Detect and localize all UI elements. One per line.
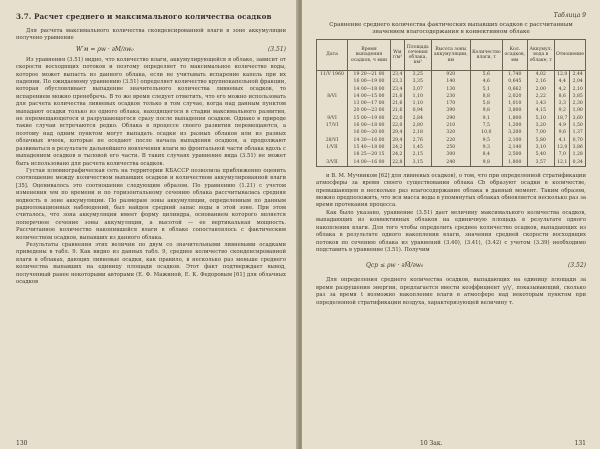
- table-cell: 1,28: [570, 151, 586, 158]
- table-cell: 220: [431, 137, 470, 144]
- page-number: 130: [16, 440, 28, 447]
- table-cell: 2,100: [503, 137, 528, 144]
- paragraph: Из уравнения (3.51) видно, что количество влаги, аккумулирующейся в облаке, зависит от скорости восходящих потоков и поэтому определяет то максимальное количество воды, которое может выпасть из данного облака, если не учитывать испарение капель при их падении. По ожидаемому уравнению (3.51) определяет количество крупнокапельной фракции, которая обусловливает выпадение значительного количества ливневых осадков, то испарением можно пренебречь. В то же время следует отметить, что его можно использовать для расчета количества ливневых осадков только в том случае, когда над данным пунктом выпадают осадки только из одного облака, находящегося в стадии максимального развития, не перемещающегося и разрушающегося сразу после выпадения осадков. Однако в природе такие случаи встречаются редко. Облака в процессе своего развития перемещаются, а поэтому над одним пунктом могут выпадать осадки из разных облаков или из разных облачных ячеек, которые не оседают после начала выпадения осадков, а продолжают развиваться в результате дальнейшего вовлечения влаги во фронтальной части облака вдоль с выпадением осадков в тыловой его части. В таких случаях уравнение вида (3.51) не может быть использовано для расчета количества осадков.: [16, 56, 286, 167]
- table-cell: 22,0: [392, 123, 403, 129]
- table-cell: 15 40—18 00: [348, 144, 391, 151]
- table-cell: 2,020: [503, 93, 528, 100]
- table-cell: 14 00—15 00: [348, 93, 391, 100]
- header-cell: Площадь сечения облака, км²: [404, 40, 431, 71]
- table-cell: 12,1: [554, 159, 569, 167]
- table-cell: [317, 129, 348, 136]
- table-cell: 2,76: [404, 137, 431, 144]
- table-row: [317, 144, 586, 151]
- table-cell: 210: [431, 122, 470, 129]
- table-cell: 3,35: [404, 78, 431, 85]
- table-cell: 1,45: [404, 144, 431, 151]
- header-cell: Wм г/м³: [391, 40, 405, 71]
- table-cell: 3,86: [570, 144, 586, 151]
- table-cell: 3,10: [527, 144, 554, 151]
- table-cell: 230: [431, 93, 470, 100]
- table-cell: 1,90: [570, 107, 586, 114]
- paragraph: Для определения среднего количества осадков, выпадающих на единицу площади за время разрушения энергии, предлагается ввести коэффициент γ/γ′, показывающий, сколько раз за время t возможно накопление влаги в атмосфере над некоторым пунктом при определенной стратификации воздуха, характеризующей величину т.: [316, 277, 586, 306]
- table-cell: 3,3: [554, 100, 569, 107]
- table-row: [317, 107, 586, 114]
- table-cell: 14 30—16 00: [348, 137, 391, 144]
- table-row: [317, 78, 586, 85]
- table-cell: 11/V 1960: [317, 71, 348, 79]
- table-cell: 2,84: [404, 115, 431, 122]
- table-cell: 9,1: [470, 115, 502, 122]
- table-cell: 24,2: [392, 144, 403, 150]
- table-cell: 18 25—20 15: [348, 151, 391, 158]
- table-cell: 16 00—19 00: [348, 78, 391, 85]
- table-cell: 1,50: [570, 122, 586, 129]
- table-cell: 3,25: [404, 71, 431, 79]
- table-cell: 22,8: [392, 159, 403, 165]
- table-cell: 3,07: [404, 86, 431, 93]
- table-cell: [317, 100, 348, 107]
- data-table: [316, 39, 586, 167]
- table-cell: 5,40: [527, 151, 554, 158]
- table-cell: 3,57: [527, 159, 554, 167]
- table-cell: 21,6: [392, 101, 403, 107]
- table-cell: 9,8: [470, 107, 502, 114]
- table-cell: 0,94: [404, 107, 431, 114]
- table-cell: 3,85: [570, 93, 586, 100]
- table-cell: 4,15: [527, 107, 554, 114]
- table-cell: 5,1: [470, 86, 502, 93]
- paragraph: и В. М. Мучником [62] для ливневых осадков), о том, что при определенной стратификации атмосферы за время своего существования облака Cb образуют осадки в количестве, превышающем в несколько раз влагосодержание облака в данный момент. Таким образом, можно предположить, что вся масса воды в упомянутых облаках обновляется несколько раз за время протекания процесса.: [316, 172, 586, 209]
- table-cell: 8,6: [554, 93, 569, 100]
- section-heading: 3.7. Расчет среднего и максимального количества осадков: [16, 12, 272, 21]
- table-cell: 390: [431, 107, 470, 114]
- table-cell: 2,10: [570, 86, 586, 93]
- table-cell: [317, 107, 348, 114]
- table-cell: 5,10: [527, 115, 554, 122]
- table-cell: 19 20—21 00: [348, 71, 391, 79]
- table-cell: 140: [431, 78, 470, 85]
- table-cell: 4,9: [554, 122, 569, 129]
- table-cell: 10,0: [470, 129, 502, 136]
- table-cell: 1,10: [404, 93, 431, 100]
- table-cell: 9,3: [470, 144, 502, 151]
- table-cell: 12,0: [554, 144, 569, 151]
- table-caption: Таблица 9: [553, 12, 586, 19]
- table-cell: 2,80: [404, 122, 431, 129]
- header-cell: Дата: [317, 40, 348, 71]
- left-page: [0, 0, 298, 449]
- table-cell: 1,200: [503, 122, 528, 129]
- table-cell: 320: [431, 129, 470, 136]
- table-cell: 9,2: [554, 107, 569, 114]
- header-cell: Аккумул. вода в облаке, т: [527, 40, 554, 71]
- table-cell: 3/VII: [317, 159, 348, 167]
- table-cell: 3,15: [404, 159, 431, 167]
- table-cell: 2,140: [503, 144, 528, 151]
- table-cell: 21,6: [392, 108, 403, 114]
- table-cell: 21,6: [392, 93, 403, 99]
- formula-3-52: [366, 262, 586, 269]
- table-cell: 5,80: [527, 137, 554, 144]
- table-cell: 290: [431, 115, 470, 122]
- table-cell: 4,1: [554, 137, 569, 144]
- table-cell: 16 00—20 00: [348, 129, 391, 136]
- paragraph: Для расчета максимального количества сконденсированной влаги в зоне аккумуляции получено уравнение: [16, 28, 286, 42]
- table-cell: 23,4: [392, 86, 403, 92]
- header-cell: Высота зоны аккумуляции, км: [431, 40, 470, 71]
- table-cell: 9/VI: [317, 115, 348, 122]
- table-cell: 1,800: [503, 159, 528, 167]
- header-cell: Кол. осадков, мм: [503, 40, 528, 71]
- table-cell: 170: [431, 100, 470, 107]
- table-cell: 22,0: [392, 115, 403, 121]
- table-body: [317, 71, 586, 167]
- table-cell: 4,4: [554, 78, 569, 85]
- table-cell: 1,800: [503, 115, 528, 122]
- table-row: [317, 137, 586, 144]
- table-cell: 1,10: [404, 100, 431, 107]
- table-row: [317, 86, 586, 93]
- table-row: [317, 122, 586, 129]
- table-cell: 20 00—23 00: [348, 107, 391, 114]
- table-cell: 29,4: [392, 137, 403, 143]
- header-cell: Время выпадения осадков, ч мин: [348, 40, 391, 71]
- table-cell: 18,7: [554, 115, 569, 122]
- table-cell: 3,20: [527, 122, 554, 129]
- table-cell: 9,5: [470, 137, 502, 144]
- table-cell: 15 00—19 00: [348, 115, 391, 122]
- table-cell: 2,44: [570, 71, 586, 79]
- table-cell: 130: [431, 86, 470, 93]
- table-cell: 7,00: [527, 129, 554, 136]
- page-number: 131: [574, 440, 586, 447]
- table-header-row: [317, 40, 586, 71]
- right-page: [302, 0, 600, 449]
- table-cell: 16 00—18 00: [348, 122, 391, 129]
- table-row: [317, 71, 586, 79]
- table-cell: [317, 78, 348, 85]
- table-cell: 8,4: [470, 151, 502, 158]
- formula-number: (3.52): [567, 262, 586, 270]
- table-cell: 0,662: [503, 86, 528, 93]
- table-cell: 3,60: [570, 115, 586, 122]
- header-cell: Отношение: [554, 40, 585, 71]
- table-cell: 1/VII: [317, 144, 348, 151]
- table-cell: 0,645: [503, 78, 528, 85]
- table-cell: 5,8: [470, 100, 502, 107]
- table-cell: 1,740: [503, 71, 528, 79]
- table-title: Сравнение среднего количества фактических выпавших осадков с рассчитанным значением влагосодержания в конвективном облаке: [329, 22, 573, 35]
- table-cell: 8/VI: [317, 93, 348, 100]
- table-cell: 2,18: [404, 129, 431, 136]
- table-cell: [317, 86, 348, 93]
- formula-expression: W′м = ρw · ∂M/∂w₀: [76, 45, 134, 53]
- table-row: [317, 151, 586, 158]
- table-row: [317, 100, 586, 107]
- formula-3-51: [76, 46, 286, 53]
- table-cell: 4,6: [470, 78, 502, 85]
- table-cell: 24,2: [392, 152, 403, 158]
- table-cell: 9,6: [554, 129, 569, 136]
- table-cell: 4,02: [527, 71, 554, 79]
- formula-expression: Qср ≤ ρw · ∂M̄/∂w₀: [366, 262, 424, 270]
- table-cell: 4,2: [554, 86, 569, 93]
- table-cell: 300: [431, 151, 470, 158]
- table-row: [317, 129, 586, 136]
- table-row: [317, 93, 586, 100]
- table-cell: 2,00: [527, 86, 554, 93]
- table-cell: 29,4: [392, 130, 403, 136]
- paragraph: Результаты сравнения этих величин по двум со значительными ливневыми осадками приведены в табл. 9. Как видно из данных табл. 9, среднее количество сконденсированной влаги в облаках, дающих ливневые осадки, как правило, в несколько раз меньше среднего количества выпавших на единицу площади осадков. Этот факт подтверждает вывод, полученный ранее некоторыми авторами (Е. Ф. Мажиной, Е. К. Федоровым [61] для облачных осадков: [16, 241, 286, 285]
- table-cell: 3,800: [503, 107, 528, 114]
- formula-number: (3.51): [267, 45, 286, 53]
- header-cell: Количество влаги, т: [470, 40, 502, 71]
- table-cell: 8,8: [470, 93, 502, 100]
- table-cell: 1,43: [527, 100, 554, 107]
- table-row: [317, 159, 586, 167]
- table-cell: 0,34: [570, 159, 586, 167]
- table-cell: 2,500: [503, 151, 528, 158]
- table-cell: 5,6: [470, 71, 502, 79]
- table-cell: 2,30: [570, 100, 586, 107]
- table-cell: 250: [431, 144, 470, 151]
- table-cell: 23,4: [392, 72, 403, 77]
- printer-signature: 10 Зак.: [420, 440, 443, 447]
- table-row: [317, 115, 586, 122]
- table-cell: 1,010: [503, 100, 528, 107]
- table-cell: 17/VI: [317, 122, 348, 129]
- table-cell: 13 00—17 00: [348, 100, 391, 107]
- table-cell: 0,70: [570, 137, 586, 144]
- table-cell: [317, 151, 348, 158]
- table-cell: 23,3: [392, 79, 403, 85]
- table-cell: 2,16: [527, 78, 554, 85]
- table-cell: 28/VI: [317, 137, 348, 144]
- table-cell: 1,37: [570, 129, 586, 136]
- paragraph: Густая плювиографическая сеть на территории КБАССР позволила приближенно оценить соотношение между количеством выпавших осадков и количеством аккумулированной влаги [35]. Оценивалось это соотношение следующим образом. По уравнению (1.21) с учетом изменения wм по времени и по горизонтальному сечению облака рассчитывалась средняя водность в зоне аккумуляции. По размерам зоны аккумуляции, определенным по данным радиолокационных наблюдений, был найден средний запас воды в этой зоне. При этом считалось, что зона аккумуляции имеет форму цилиндра, основанием которого является поперечное сечение зоны аккумуляции, а высотой — ее вертикальная мощность. Рассчитанное количество накопившейся влаги в облаке сопоставлялось с фактическим количеством осадков, выпавших из данного облака.: [16, 167, 286, 241]
- table-cell: 9,8: [470, 159, 502, 167]
- table-cell: 3,200: [503, 129, 528, 136]
- table-cell: 12,0: [554, 71, 569, 79]
- table-cell: 7,5: [470, 122, 502, 129]
- table-cell: 14 00—18 00: [348, 86, 391, 93]
- table-cell: 2,22: [527, 93, 554, 100]
- table-cell: 2,15: [404, 151, 431, 158]
- table-cell: 240: [431, 159, 470, 167]
- table-cell: 2,04: [570, 78, 586, 85]
- table-cell: 920: [431, 71, 470, 79]
- table-cell: 7,0: [554, 151, 569, 158]
- table-cell: 14 00—16 00: [348, 159, 391, 167]
- paragraph: Как было указано, уравнение (3.51) дает величину максимального количества осадков, выпадающих из конвективных облаков на единичную площадь в результате одного накопления влаги. Для того чтобы определить среднее количество осадков, выпадающих из облака в результате одного накопления влаги, значения средней скорости восходящих потоков по сечению облака из уравнений (3.40), (3.41), (3.42) с учетом (3.39) необходимо подставить в уравнение (3.51). Получим: [316, 209, 586, 253]
